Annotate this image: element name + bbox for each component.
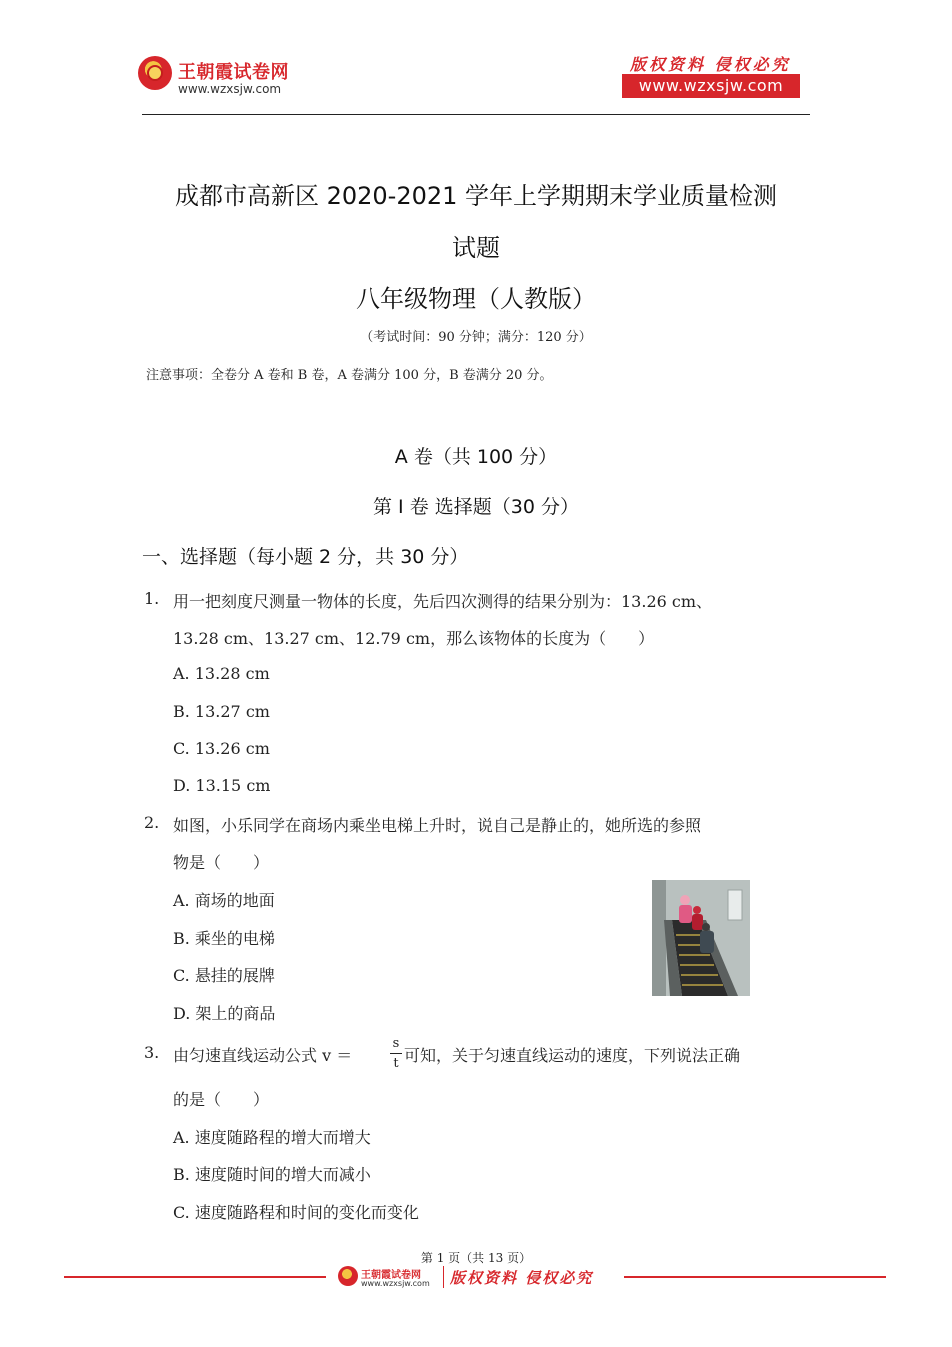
fraction-bar bbox=[390, 1053, 402, 1054]
brand-name: 王朝霞试卷网 bbox=[178, 62, 289, 83]
question-stem: 如图，小乐同学在商场内乘坐电梯上升时，说自己是静止的，她所选的参照 bbox=[173, 816, 702, 835]
footer-brand-url: www.wzxsjw.com bbox=[361, 1279, 430, 1288]
exam-info: （考试时间：90 分钟；满分：120 分） bbox=[360, 330, 592, 345]
question-option: C. 悬挂的展牌 bbox=[173, 966, 275, 985]
question-number: 1. bbox=[144, 589, 160, 608]
footer-separator bbox=[443, 1266, 444, 1288]
question-option: B. 速度随时间的增大而减小 bbox=[173, 1165, 371, 1184]
question-option: B. 乘坐的电梯 bbox=[173, 929, 275, 948]
speed-formula-fraction bbox=[390, 1036, 402, 1071]
exam-subject: 八年级物理（人教版） bbox=[356, 285, 596, 313]
choice-section-heading: 一、选择题（每小题 2 分，共 30 分） bbox=[142, 546, 469, 568]
fraction-numerator: s bbox=[392, 1036, 400, 1051]
question-option: C. 13.26 cm bbox=[173, 739, 270, 758]
footer-copyright: 版权资料 侵权必究 bbox=[450, 1269, 594, 1287]
copyright-notice: 版权资料 侵权必究 bbox=[630, 55, 791, 74]
question-option: A. 速度随路程的增大而增大 bbox=[173, 1128, 371, 1147]
question-stem: 可知，关于匀速直线运动的速度，下列说法正确 bbox=[404, 1046, 741, 1065]
footer-divider-right bbox=[624, 1276, 886, 1278]
fraction-denominator: t bbox=[393, 1056, 399, 1071]
question-option: C. 速度随路程和时间的变化而变化 bbox=[173, 1203, 419, 1222]
exam-title-line2: 试题 bbox=[452, 234, 500, 262]
question-option: A. 商场的地面 bbox=[173, 891, 275, 910]
a-paper-heading: A 卷（共 100 分） bbox=[394, 446, 558, 468]
question-stem: 的是（ ） bbox=[173, 1090, 270, 1109]
question-option: D. 架上的商品 bbox=[173, 1004, 276, 1023]
question-number: 3. bbox=[144, 1043, 160, 1062]
exam-notice: 注意事项：全卷分 A 卷和 B 卷，A 卷满分 100 分，B 卷满分 20 分。 bbox=[146, 368, 553, 383]
footer-brand-name: 王朝霞试卷网 bbox=[361, 1270, 421, 1281]
exam-title-line1: 成都市高新区 2020-2021 学年上学期期末学业质量检测 bbox=[174, 182, 778, 210]
url-banner: www.wzxsjw.com bbox=[622, 74, 800, 98]
footer-logo-icon bbox=[338, 1266, 358, 1286]
page-number: 第 1 页（共 13 页） bbox=[420, 1251, 532, 1265]
question-option: B. 13.27 cm bbox=[173, 702, 270, 721]
brand-logo-icon bbox=[138, 56, 172, 90]
question-option: D. 13.15 cm bbox=[173, 776, 271, 795]
question-stem: 物是（ ） bbox=[173, 853, 270, 872]
question-stem: 13.28 cm、13.27 cm、12.79 cm，那么该物体的长度为（ ） bbox=[173, 629, 655, 648]
header-divider bbox=[142, 114, 810, 115]
escalator-photo bbox=[652, 880, 750, 996]
footer-divider-left bbox=[64, 1276, 326, 1278]
brand-url: www.wzxsjw.com bbox=[178, 82, 282, 96]
question-option: A. 13.28 cm bbox=[173, 664, 270, 683]
question-stem: 由匀速直线运动公式 v ＝ bbox=[173, 1046, 353, 1065]
part1-heading: 第 I 卷 选择题（30 分） bbox=[373, 496, 579, 518]
question-stem: 用一把刻度尺测量一物体的长度，先后四次测得的结果分别为：13.26 cm、 bbox=[173, 592, 713, 611]
escalator-illustration bbox=[652, 880, 750, 996]
question-number: 2. bbox=[144, 813, 160, 832]
